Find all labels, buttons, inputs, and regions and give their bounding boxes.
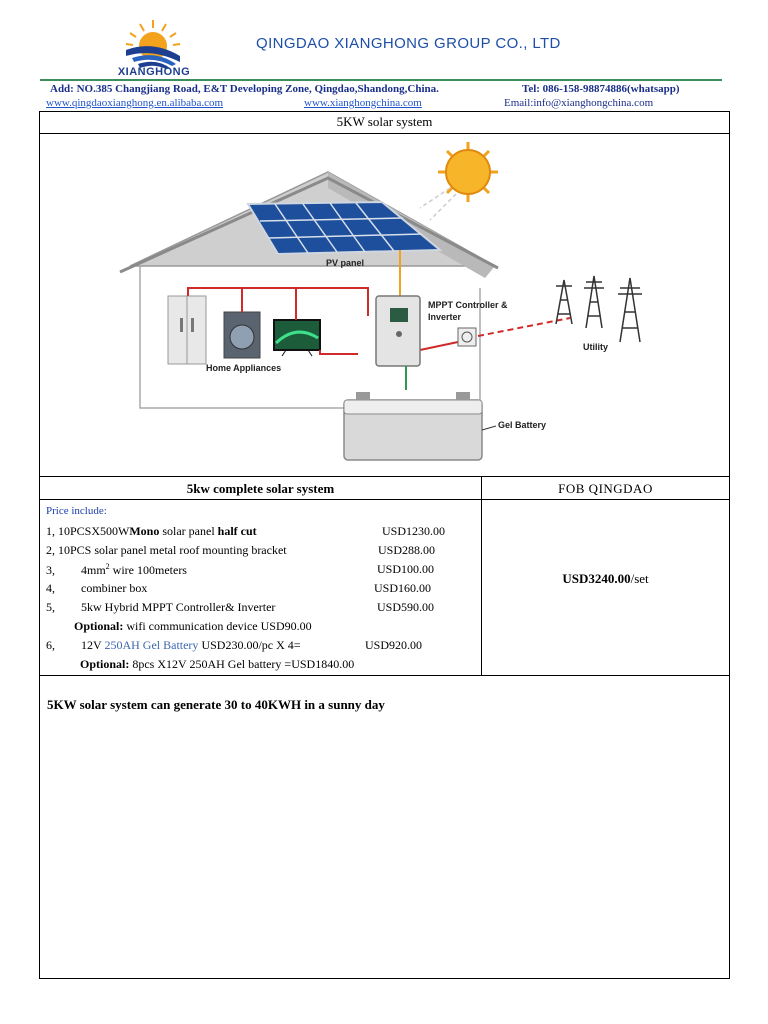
inverter-icon: [376, 296, 420, 366]
company-address: Add: NO.385 Changjiang Road, E&T Developing Zone, Qingdao,Shandong,China.: [50, 83, 439, 95]
price-item-2: 2, 10PCS solar panel metal roof mounting bracket: [46, 543, 287, 557]
optional-wifi: Optional: wifi communication device USD90.00: [74, 619, 312, 633]
gel-battery-label: Gel Battery: [498, 420, 547, 430]
logo-wordmark: XIANGHONG: [117, 66, 191, 78]
solar-system-diagram: [100, 138, 660, 476]
alibaba-link[interactable]: www.qingdaoxianghong.en.alibaba.com: [46, 97, 224, 109]
price-item-5-amount: USD590.00: [377, 600, 435, 614]
television-icon: [274, 320, 320, 356]
refrigerator-icon: [168, 296, 206, 364]
price-item-3: 3, $4mm^2$ wire 100meters: [46, 562, 187, 577]
price-item-5: 5, 5kw Hybrid MPPT Controller& Inverter: [46, 600, 276, 614]
pv-panel-icon: [248, 202, 440, 254]
generation-note: 5KW solar system can generate 30 to 40KWH in a sunny day: [47, 697, 385, 712]
website-link[interactable]: www.xianghongchina.com: [304, 97, 422, 109]
company-email: Email:info@xianghongchina.com: [504, 97, 654, 109]
utility-label: Utility: [583, 342, 609, 352]
price-item-1: 1, 10PCSX500WMono solar panel half cut: [46, 524, 257, 538]
system-title: 5KW solar system: [336, 114, 433, 129]
price-item-6-amount: USD920.00: [365, 638, 423, 652]
table-rule: [39, 133, 730, 134]
company-name: QINGDAO XIANGHONG GROUP CO., LTD: [256, 35, 561, 52]
header-divider: [40, 79, 722, 81]
package-header: 5kw complete solar system: [186, 481, 335, 496]
price-item-2-amount: USD288.00: [378, 543, 436, 557]
meter-icon: [458, 328, 476, 346]
optional-battery: Optional: 8pcs X12V 250AH Gel battery =USD1840.00: [80, 657, 355, 671]
table-rule: [39, 476, 730, 477]
pv-panel-label: PV panel: [326, 258, 365, 268]
controller-label-line2: Inverter: [428, 312, 462, 322]
fob-header: FOB QINGDAO: [558, 481, 653, 496]
price-include-label: Price include:: [46, 505, 107, 517]
controller-label-line1: MPPT Controller &: [428, 300, 508, 310]
price-item-1-amount: USD1230.00: [382, 524, 446, 538]
home-appliances-label: Home Appliances: [206, 363, 282, 373]
price-item-6: 6, 12V 250AH Gel Battery USD230.00/pc X 4=: [46, 638, 301, 652]
gel-battery-icon: [344, 392, 482, 460]
table-rule: [39, 499, 730, 500]
washing-machine-icon: [224, 312, 260, 358]
price-item-4: 4, combiner box: [46, 581, 148, 595]
price-item-4-amount: USD160.00: [374, 581, 432, 595]
company-phone: Tel: 086-158-98874886(whatsapp): [522, 83, 680, 95]
total-price: USD3240.00/set: [562, 571, 649, 586]
utility-towers-icon: [556, 276, 642, 342]
sun-icon: [438, 142, 498, 202]
price-item-3-amount: USD100.00: [377, 562, 435, 576]
table-rule: [39, 675, 730, 676]
